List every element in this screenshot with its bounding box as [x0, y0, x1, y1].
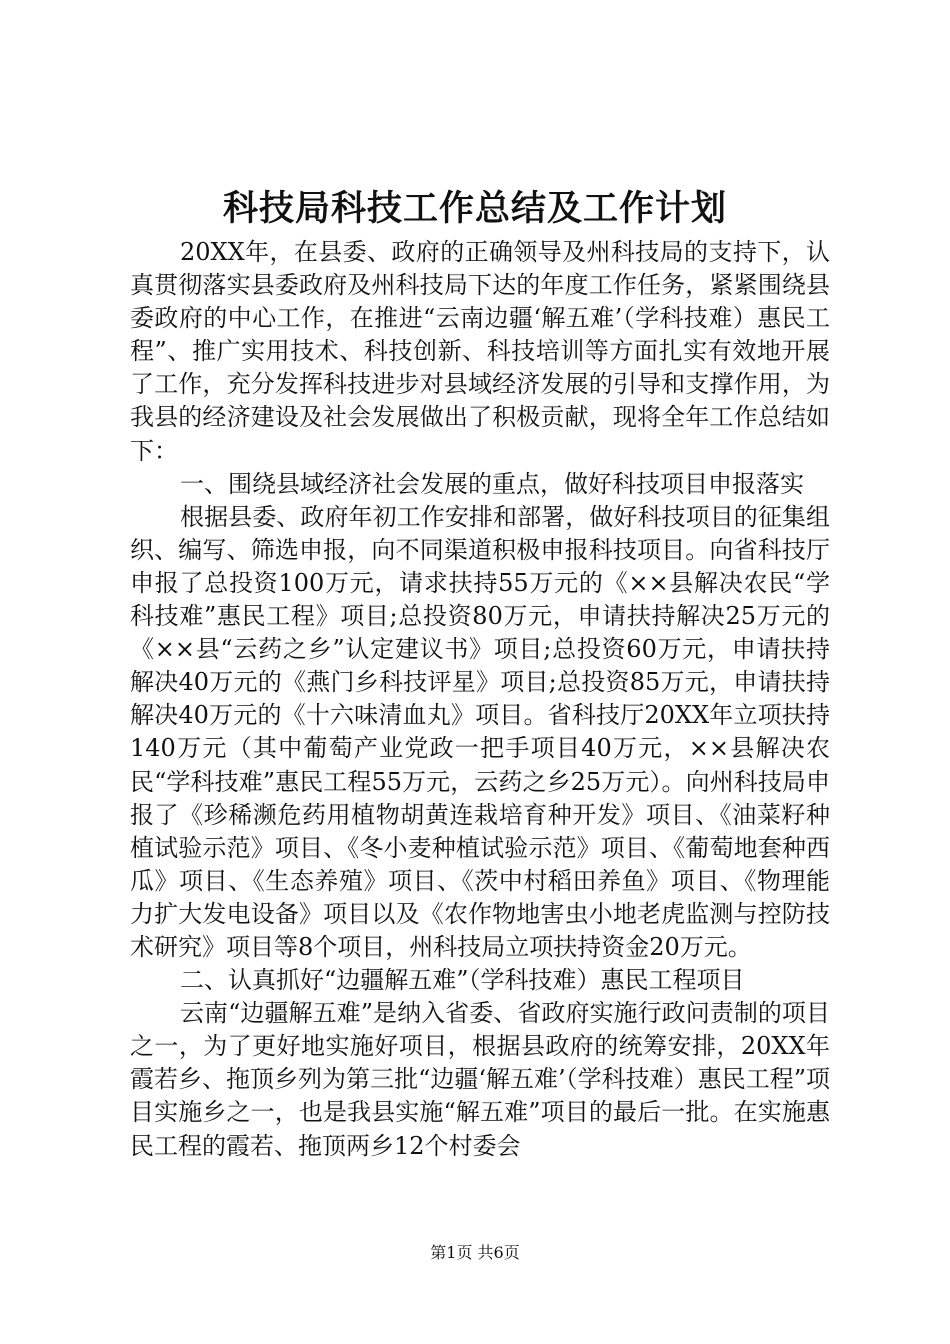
- paragraph-huimin-project: 云南“边疆解五难”是纳入省委、省政府实施行政问责制的项目之一，为了更好地实施好项目，根据县政府的统筹安排，20XX年霞若乡、拖顶乡列为第三批“边疆‘解五难’（学科技难）惠民工程”项目实施乡之一，也是我县实施“解五难”项目的最后一批。在实施惠民工程的霞若、拖顶两乡12个村委会: [130, 999, 830, 1160]
- page-footer: 第1页 共6页: [430, 1243, 520, 1262]
- paragraph-intro: 20XX年，在县委、政府的正确领导及州科技局的支持下，认真贯彻落实县委政府及州科技局下达的年度工作任务，紧紧围绕县委政府的中心工作，在推进“云南边疆‘解五难’（学科技难）惠民工程”、推广实用技术、科技创新、科技培训等方面扎实有效地开展了工作，充分发挥科技进步对县域经济发展的引导和支撑作用，为我县的经济建设及社会发展做出了积极贡献，现将全年工作总结如下：: [130, 238, 830, 465]
- document-title: 科技局科技工作总结及工作计划: [222, 188, 727, 229]
- section-heading-1: 一、围绕县域经济社会发展的重点，做好科技项目申报落实: [180, 469, 804, 498]
- document-body: [130, 236, 830, 1163]
- paragraph-project-application: 根据县委、政府年初工作安排和部署，做好科技项目的征集组织、编写、筛选申报，向不同渠道积极申报科技项目。向省科技厅申报了总投资100万元，请求扶持55万元的《××县解决农民“学科技难”惠民工程》项目;总投资80万元，申请扶持解决25万元的《××县“云药之乡”认定建议书》项目;总投资60万元，申请扶持解决40万元的《燕门乡科技评星》项目;总投资85万元，申请扶持解决40万元的《十六味清血丸》项目。省科技厅20XX年立项扶持140万元（其中葡萄产业党政一把手项目40万元，××县解决农民“学科技难”惠民工程55万元，云药之乡25万元）。向州科技局申报了《珍稀濒危药用植物胡黄连栽培育种开发》项目、《油菜籽种植试验示范》项目、《冬小麦种植试验示范》项目、《葡萄地套种西瓜》项目、《生态养殖》项目、《茨中村稻田养鱼》项目、《物理能力扩大发电设备》项目以及《农作物地害虫小地老虎监测与控防技术研究》项目等8个项目，州科技局立项扶持资金20万元。: [130, 502, 830, 961]
- section-heading-2: 二、认真抓好“边疆解五难”（学科技难）惠民工程项目: [180, 966, 745, 995]
